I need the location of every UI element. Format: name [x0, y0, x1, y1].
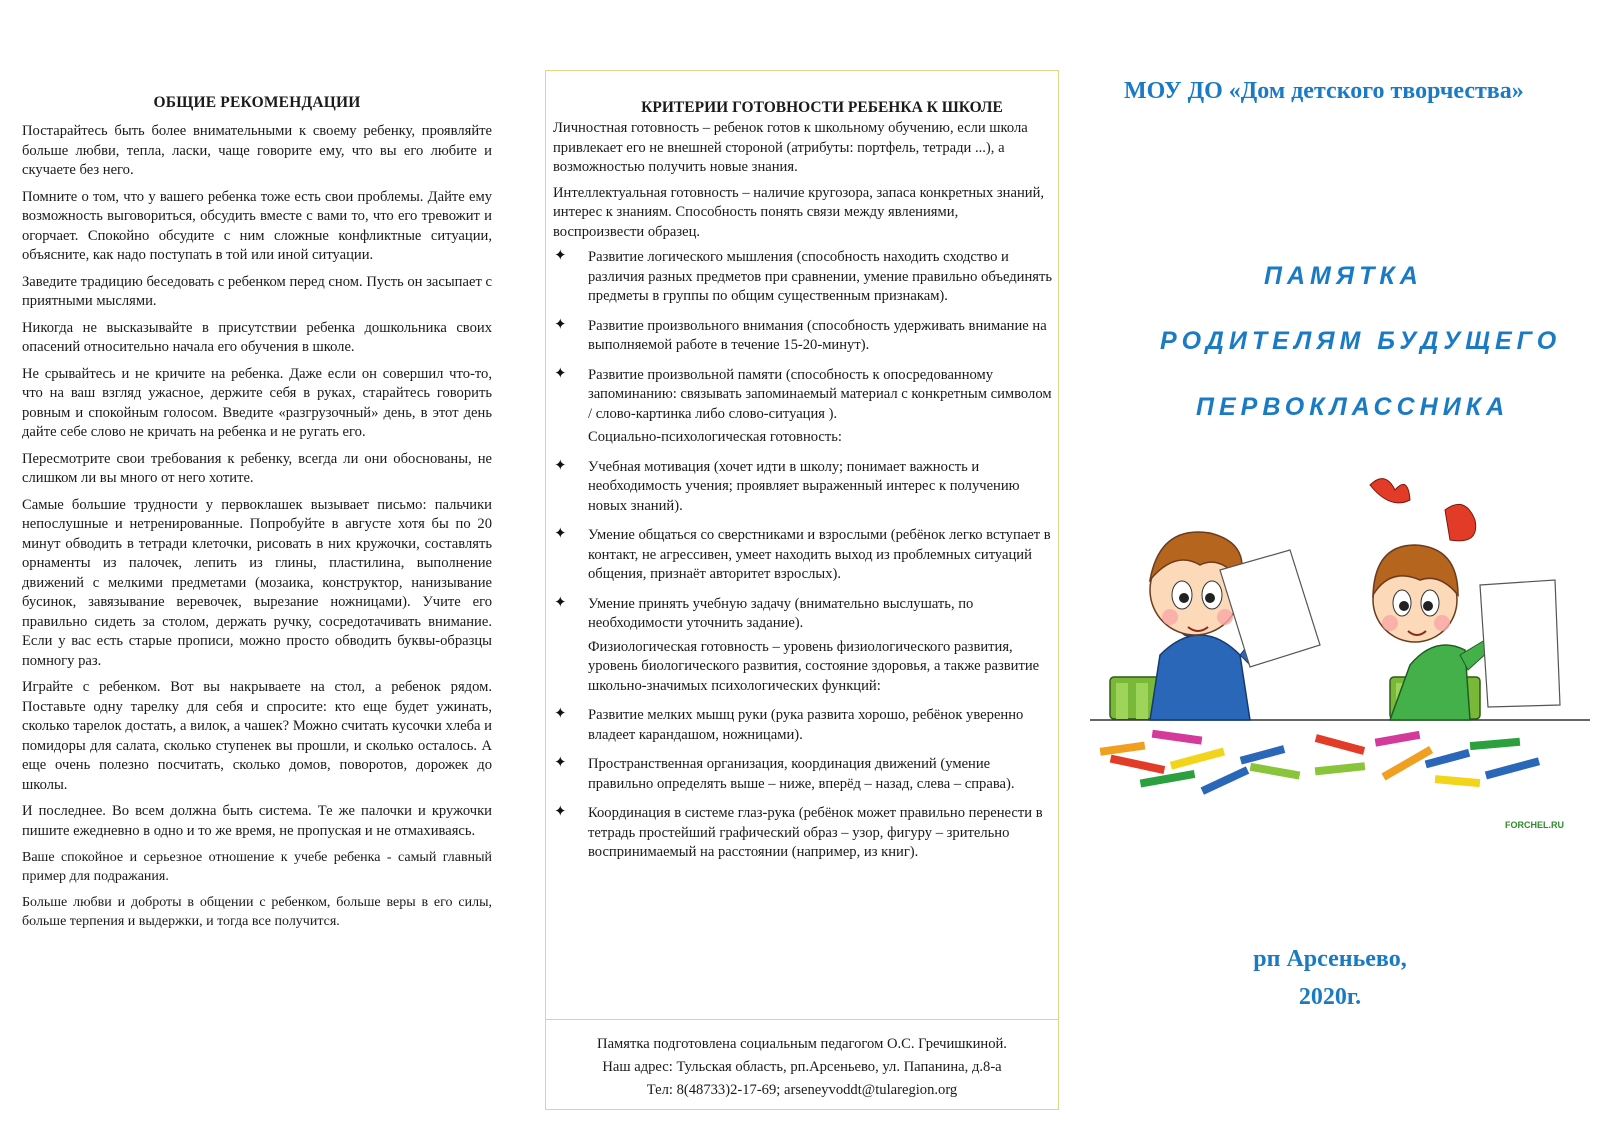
- criteria-item: [553, 706, 1053, 745]
- address-line: Наш адрес: Тульская область, рп.Арсеньево, ул. Папанина, д.8-а: [602, 1059, 1002, 1075]
- recommendation-paragraph: Самые большие трудности у первоклашек вызывает письмо: пальчики непослушные и нетренированные. Попробуйте в августе хотя бы по 20 минут обводить в тетради клеточки, рисовать в них кружочки, составлять орнаменты из палочек, лепить из глины, пластилина, выполнение движений с мелкими предметами (мозаика, конструктор, нанизывание бусинок, завязывание веревочек, вырезание ножницами). Учите его правильно сидеть за столом, держать ручку, сосредотачивать внимание. Если у вас есть старые прописи, можно просто обводить буквы-образцы помногу раз.: [22, 496, 492, 669]
- star-bullet-icon: ✦: [554, 457, 567, 474]
- memo-subtitle-line2: ПЕРВОКЛАССНИКА: [1196, 393, 1510, 421]
- criteria-text: Умение общаться со сверстниками и взрослыми (ребёнок легко вступает в контакт, не агрессивен, умеет находить выход из проблемных ситуаций общения, признаёт авторитет взрослых).: [588, 527, 1051, 582]
- footer-divider: [546, 1019, 1058, 1020]
- social-readiness-label: Социально-психологическая готовность:: [588, 429, 842, 445]
- illustration-watermark: FORCHEL.RU: [1505, 820, 1564, 830]
- recommendation-paragraph: Играйте с ребенком. Вот вы накрываете на стол, а ребенок рядом. Поставьте одну тарелку для себя и спросите: кто еще будет ужинать, сколько тарелок достать, а вилок, а чашек? Можно считать кусочки хлеба и помидоры для салата, сколько ступенек вы прошли, и сколько осталось. А еще очень полезно посчитать, сколько домов, поворотов, дорожек до школы.: [22, 679, 492, 793]
- criteria-text: Координация в системе глаз-рука (ребёнок может правильно перенести в тетрадь простейший графический образ – узор, фигуру – зрительно воспринимаемый на расстоянии (например, из книг).: [588, 805, 1043, 860]
- girl-paper: [1480, 580, 1560, 707]
- star-bullet-icon: ✦: [554, 804, 567, 820]
- star-bullet-icon: ✦: [554, 594, 567, 611]
- criteria-item: [553, 595, 1053, 634]
- criteria-text: Развитие произвольного внимания (способность удерживать внимание на выполняемой работе в течение 15-20-минут).: [588, 317, 1047, 353]
- children-drawing-illustration: [1090, 455, 1590, 815]
- general-recommendations-panel: [22, 94, 492, 938]
- contact-footer: [546, 1033, 1058, 1102]
- criteria-text: Учебная мотивация (хочет идти в школу; понимает важность и необходимость учения; проявляет выраженный интерес к получению новых знаний).: [588, 458, 1020, 514]
- star-bullet-icon: ✦: [554, 316, 567, 333]
- criteria-item: [553, 458, 1053, 517]
- criteria-item: [553, 755, 1053, 794]
- criteria-text: Развитие произвольной памяти (способность к опосредованному запоминанию: связывать запоминаемый материал с конкретным символом / слово-картинка либо слово-ситуация ).: [588, 366, 1052, 422]
- readiness-criteria-heading: КРИТЕРИИ ГОТОВНОСТИ РЕБЕНКА К ШКОЛЕ: [641, 99, 1003, 116]
- place-name: рп Арсеньево,: [1253, 946, 1407, 972]
- year: 2020г.: [1298, 984, 1362, 1010]
- recommendation-paragraph: И последнее. Во всем должна быть система. Те же палочки и кружочки пишите ежедневно в одно и то же время, не пропуская и не отмахиваясь.: [22, 803, 492, 839]
- physiological-readiness-label: Физиологическая готовность – уровень физиологического развития, уровень биологического развития, состояние здоровья, а также развитие школьно-значимых психологических функций:: [588, 638, 1040, 694]
- recommendation-paragraph: Ваше спокойное и серьезное отношение к учебе ребенка - самый главный пример для подражания.: [22, 850, 492, 884]
- pencils-left: [1100, 730, 1301, 795]
- criteria-item: [553, 526, 1053, 585]
- star-bullet-icon: ✦: [554, 755, 567, 771]
- memo-subtitle-line1: РОДИТЕЛЯМ БУДУЩЕГО: [1160, 327, 1562, 355]
- pencils-right: [1315, 731, 1540, 787]
- general-recommendations-heading: ОБЩИЕ РЕКОМЕНДАЦИИ: [153, 94, 361, 111]
- phone-email-line: Тел: 8(48733)2-17-69; arseneyvoddt@tularegion.org: [646, 1082, 958, 1098]
- criteria-text: Развитие мелких мышц руки (рука развита хорошо, ребёнок уверенно владеет карандашом, ножницами).: [588, 707, 1024, 743]
- intro-paragraph: Личностная готовность – ребенок готов к школьному обучению, если школа привлекает его не внешней стороной (атрибуты: портфель, тетради ...), а возможностью получить новые знания.: [553, 120, 1028, 175]
- star-bullet-icon: ✦: [554, 365, 567, 382]
- criteria-item: [553, 366, 1053, 425]
- recommendation-paragraph: Заведите традицию беседовать с ребенком перед сном. Пусть он засыпает с приятными мыслями.: [22, 273, 492, 309]
- intro-paragraph: Интеллектуальная готовность – наличие кругозора, запаса конкретных знаний, интерес к знаниям. Способность понять связи между явлениями, воспроизвести образец.: [553, 184, 1045, 240]
- recommendation-paragraph: Постарайтесь быть более внимательными к своему ребенку, проявляйте больше любви, тепла, ласки, чаще говорите ему, что вы его любите и скучаете без него.: [22, 123, 492, 178]
- criteria-text: Умение принять учебную задачу (внимательно выслушать, по необходимости уточнить задание).: [588, 595, 974, 631]
- star-bullet-icon: ✦: [554, 706, 567, 722]
- criteria-text: Развитие логического мышления (способность находить сходство и различия разных предметов при сравнении, умение правильно объединять предметы в группы по общим существенным признакам).: [588, 249, 1053, 304]
- recommendation-paragraph: Помните о том, что у вашего ребенка тоже есть свои проблемы. Дайте ему возможность выговориться, обсудить вместе с вами то, что его тревожит и огорчает. Спокойно обсудите с ним сложные конфликтные ситуации, объясните, как надо поступать в той или иной ситуации.: [22, 188, 492, 263]
- criteria-item: [553, 317, 1053, 356]
- organization-name: МОУ ДО «Дом детского творчества»: [1124, 78, 1524, 104]
- criteria-item: [553, 804, 1053, 863]
- author-line: Памятка подготовлена социальным педагогом О.С. Гречишкиной.: [597, 1036, 1007, 1052]
- star-bullet-icon: ✦: [554, 248, 567, 264]
- criteria-item: [553, 248, 1053, 307]
- memo-title: ПАМЯТКА: [1264, 262, 1423, 290]
- star-bullet-icon: ✦: [554, 526, 567, 542]
- recommendation-paragraph: Никогда не высказывайте в присутствии ребенка дошкольника своих опасений относительно начала его обучения в школе.: [22, 319, 492, 355]
- recommendation-paragraph: Не срывайтесь и не кричите на ребенка. Даже если он совершил что-то, что на ваш взгляд ужасное, держите себя в руках, старайтесь говорить ровным и спокойным голосом. Введите «разгрузочный» день, в этот день дайте себе слово не кричать на ребенка и не ругать его.: [22, 365, 492, 440]
- readiness-criteria-panel: [545, 70, 1059, 1110]
- recommendation-paragraph: Пересмотрите свои требования к ребенку, всегда ли они обоснованы, не слишком ли вы много от него хотите.: [22, 450, 492, 486]
- recommendation-paragraph: Больше любви и доброты в общении с ребенком, больше веры в его силы, больше терпения и выдержки, и тогда все получится.: [22, 895, 492, 929]
- criteria-text: Пространственная организация, координация движений (умение правильно определять выше – ниже, вперёд – назад, слева – справа).: [588, 756, 1015, 792]
